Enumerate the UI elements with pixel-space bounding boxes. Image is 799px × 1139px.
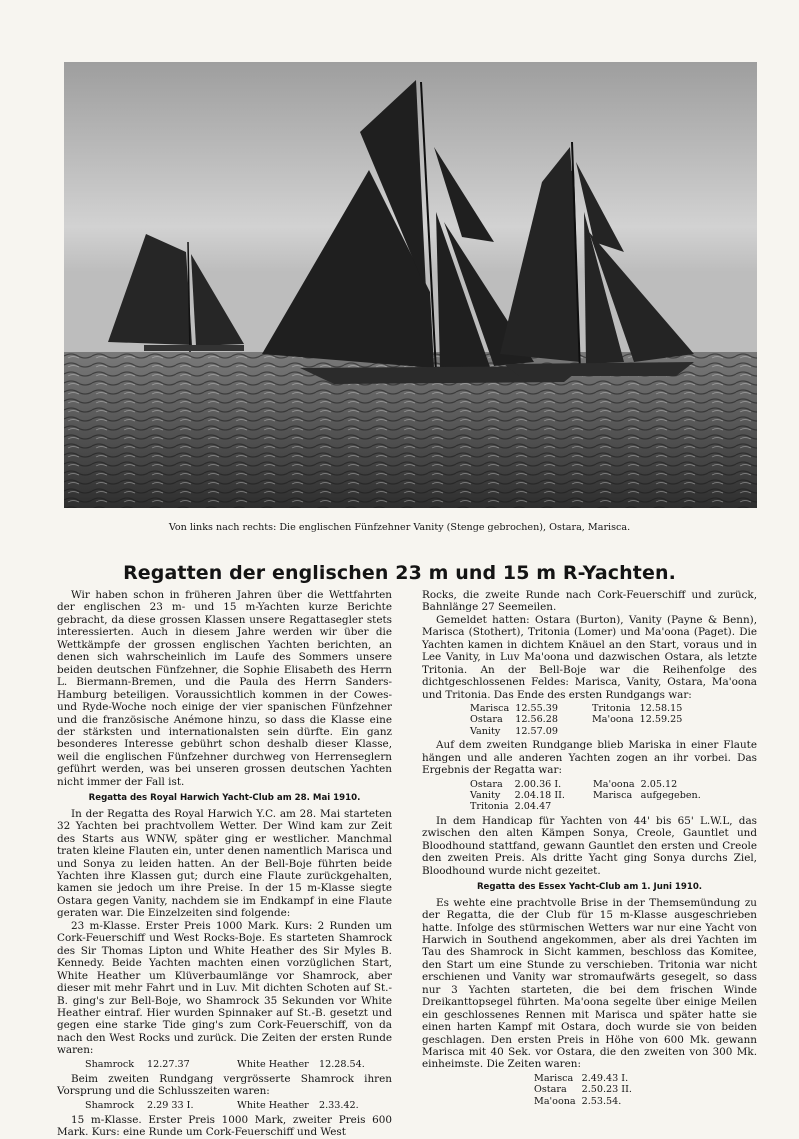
- essex-heading: Regatta des Essex Yacht-Club am 1. Juni 1910.: [476, 882, 703, 893]
- yacht-photograph: [64, 62, 757, 508]
- table-row: Marisca 2.49.43 I.: [534, 1072, 629, 1084]
- table-row: Vanity 12.57.09: [470, 725, 558, 737]
- entries-paragraph: Gemeldet hatten: Ostara (Burton), Vanity (Payne & Benn), Marisca (Stothert), Tritonia (Lomer) und Ma'oona (Paget). Die Yachten kamen in dichtem Knäuel an den Start, voraus und in Lee Vanity, in Luv Ma'oona und dazwischen Ostara, als letzte Tritonia. An der Bell-Boje war die Reihenfolge des dichtgeschlossenen Feldes: Marisca, Vanity, Ostara, Ma'oona und Tritonia. Das Ende des ersten Rundgangs war:: [422, 613, 757, 701]
- essex-paragraph: Es wehte eine prachtvolle Brise in der Themsemündung zu der Regatta, die der Club für 15 m-Klasse ausgeschrieben hatte. Infolge des stürmischen Wetters war nur eine Yacht von Harwich in Southend angekommen, aber als drei Yachten im Tau des Shamrock in Sicht kammen, beschloss das Komitee, den Start um eine Stunde zu verschieben. Tritonia war nicht erschienen und Vanity war stromaufwärts gesegelt, so dass nur 3 Yachten starteten, die bei dem frischen Winde Dreikanttopsegel führten. Ma'oona segelte über einige Meilen ein geschlossenes Rennen mit Marisca und später hatte sie einen harten Kampf mit Ostara, doch wurde sie von beiden geschlagen. Den ersten Preis in Höhe von 600 Mk. gewann Marisca mit 40 Sek. vor Ostara, die den zweiten von 300 Mk. einheimste. Die Zeiten waren:: [422, 896, 757, 1071]
- right-column: [422, 589, 757, 1109]
- handicap-paragraph: In dem Handicap für Yachten von 44' bis 65' L.W.L, das zwischen den alten Kämpen Sonya, Creole, Gauntlet und Bloodhound stattfand, gewann Gauntlet den ersten und Creole den zweiten Preis. Als dritte Yacht ging Sonya durchs Ziel, Bloodhound wurde nicht gezeitet.: [422, 814, 757, 877]
- essex-times-table: [534, 1073, 638, 1107]
- table-row: Marisca 12.55.39 Tritonia 12.58.15: [470, 703, 683, 715]
- harwich-heading: Regatta des Royal Harwich Yacht-Club am 28. Mai 1910.: [88, 793, 361, 804]
- first-round-times: Shamrock 12.27.37 White Heather 12.28.54.: [85, 1058, 365, 1070]
- final-times-23m: Shamrock 2.29 33 I. White Heather 2.33.42.: [85, 1099, 359, 1111]
- class-23m-paragraph: 23 m-Klasse. Erster Preis 1000 Mark. Kurs: 2 Runden um Cork-Feuerschiff und West Rocks-Boje. Es starteten Shamrock des Sir Thomas Lipton und White Heather des Sir Myles B. Kennedy. Beide Yachten machten einen vorzüglichen Start, White Heather um Klüverbaumlänge vor Shamrock, aber dieser mit mehr Fahrt und in Luv. Mit dichten Schoten auf St.-B. ging's zur Bell-Boje, wo Shamrock 35 Sekunden vor White Heather eintraf. Hier wurden Spinnaker auf St.-B. gesetzt und gegen eine starke Tide ging's zum Cork-Feuerschiff, von da nach den West Rocks und zurück. Die Zeiten der ersten Runde waren:: [57, 919, 392, 1057]
- table-row: Vanity 2.04.18 II. Marisca aufgegeben.: [470, 790, 701, 802]
- course-paragraph: Rocks, die zweite Runde nach Cork-Feuerschiff und zurück, Bahnlänge 27 Seemeilen.: [422, 589, 757, 614]
- second-round-paragraph: Auf dem zweiten Rundgange blieb Mariska in einer Flaute hängen und alle anderen Yachten zogen an ihr vorbei. Das Ergebnis der Regatta war:: [422, 739, 757, 777]
- photo-caption: Von links nach rechts: Die englischen Fünfzehner Vanity (Stenge gebrochen), Ostara, Marisca.: [168, 522, 631, 533]
- table-row: Ostara 2.50.23 II.: [534, 1084, 632, 1096]
- left-column: [57, 589, 392, 1139]
- second-round-paragraph: Beim zweiten Rundgang vergrösserte Shamrock ihren Vorsprung und die Schlusszeiten waren:: [57, 1072, 392, 1098]
- table-row: Ostara 12.56.28 Ma'oona 12.59.25: [470, 714, 683, 726]
- table-row: Ma'oona 2.53.54.: [534, 1095, 622, 1107]
- table-row: Ostara 2.00.36 I. Ma'oona 2.05.12: [470, 778, 678, 790]
- article-title: Regatten der englischen 23 m und 15 m R-Yachten.: [123, 562, 676, 584]
- class-15m-paragraph: 15 m-Klasse. Erster Preis 1000 Mark, zweiter Preis 600 Mark. Kurs: eine Runde um Cork-Feuerschiff und West: [57, 1113, 392, 1139]
- result-table: [470, 779, 707, 813]
- first-round-table: [470, 703, 688, 737]
- intro-paragraph: Wir haben schon in früheren Jahren über die Wettfahrten der englischen 23 m- und 15 m-Yachten kurze Berichte gebracht, da diese grossen Klassen unsere Regattasegler stets interessierten. Auch in diesem Jahre werden wir über die Wettkämpfe der grossen englischen Yachten berichten, an denen sich wahrscheinlich im Laufe des Sommers unsere beiden deutschen Fünfzehner, die Sophie Elisabeth des Herrn L. Biermann-Bremen, und die Paula des Herrn Sanders-Hamburg beteiligen. Voraussichtlich kommen in der Cowes- und Ryde-Woche noch einige der vier spanischen Fünfzehner und die französische Anémone hinzu, so dass die Klasse eine der stärksten und internationalsten sein dürfte. Ein ganz besonderes Interesse gebührt schon deshalb dieser Klasse, weil die englischen Fünfzehner durchweg von Herrenseglern geführt werden, was bei unseren grossen deutschen Yachten nicht immer der Fall ist.: [57, 589, 392, 788]
- yachts-image: [64, 62, 757, 508]
- table-row: Tritonia 2.04.47: [470, 801, 552, 813]
- harwich-paragraph: In der Regatta des Royal Harwich Y.C. am 28. Mai starteten 32 Yachten bei prachtvollem Wetter. Der Wind kam zur Zeit des Starts aus WNW, später ging er westlicher. Manchmal traten kleine Flauten ein, unter denen namentlich Marisca und und Sonya zu leiden hatten. An der Bell-Boje führten beide Yachten ihre Klassen gut; durch eine Flaute zurückgehalten, kamen sie jedoch um ihre Preise. In der 15 m-Klasse siegte Ostara gegen Vanity, nachdem sie im Endkampf in eine Flaute geraten war. Die Einzelzeiten sind folgende:: [57, 807, 392, 920]
